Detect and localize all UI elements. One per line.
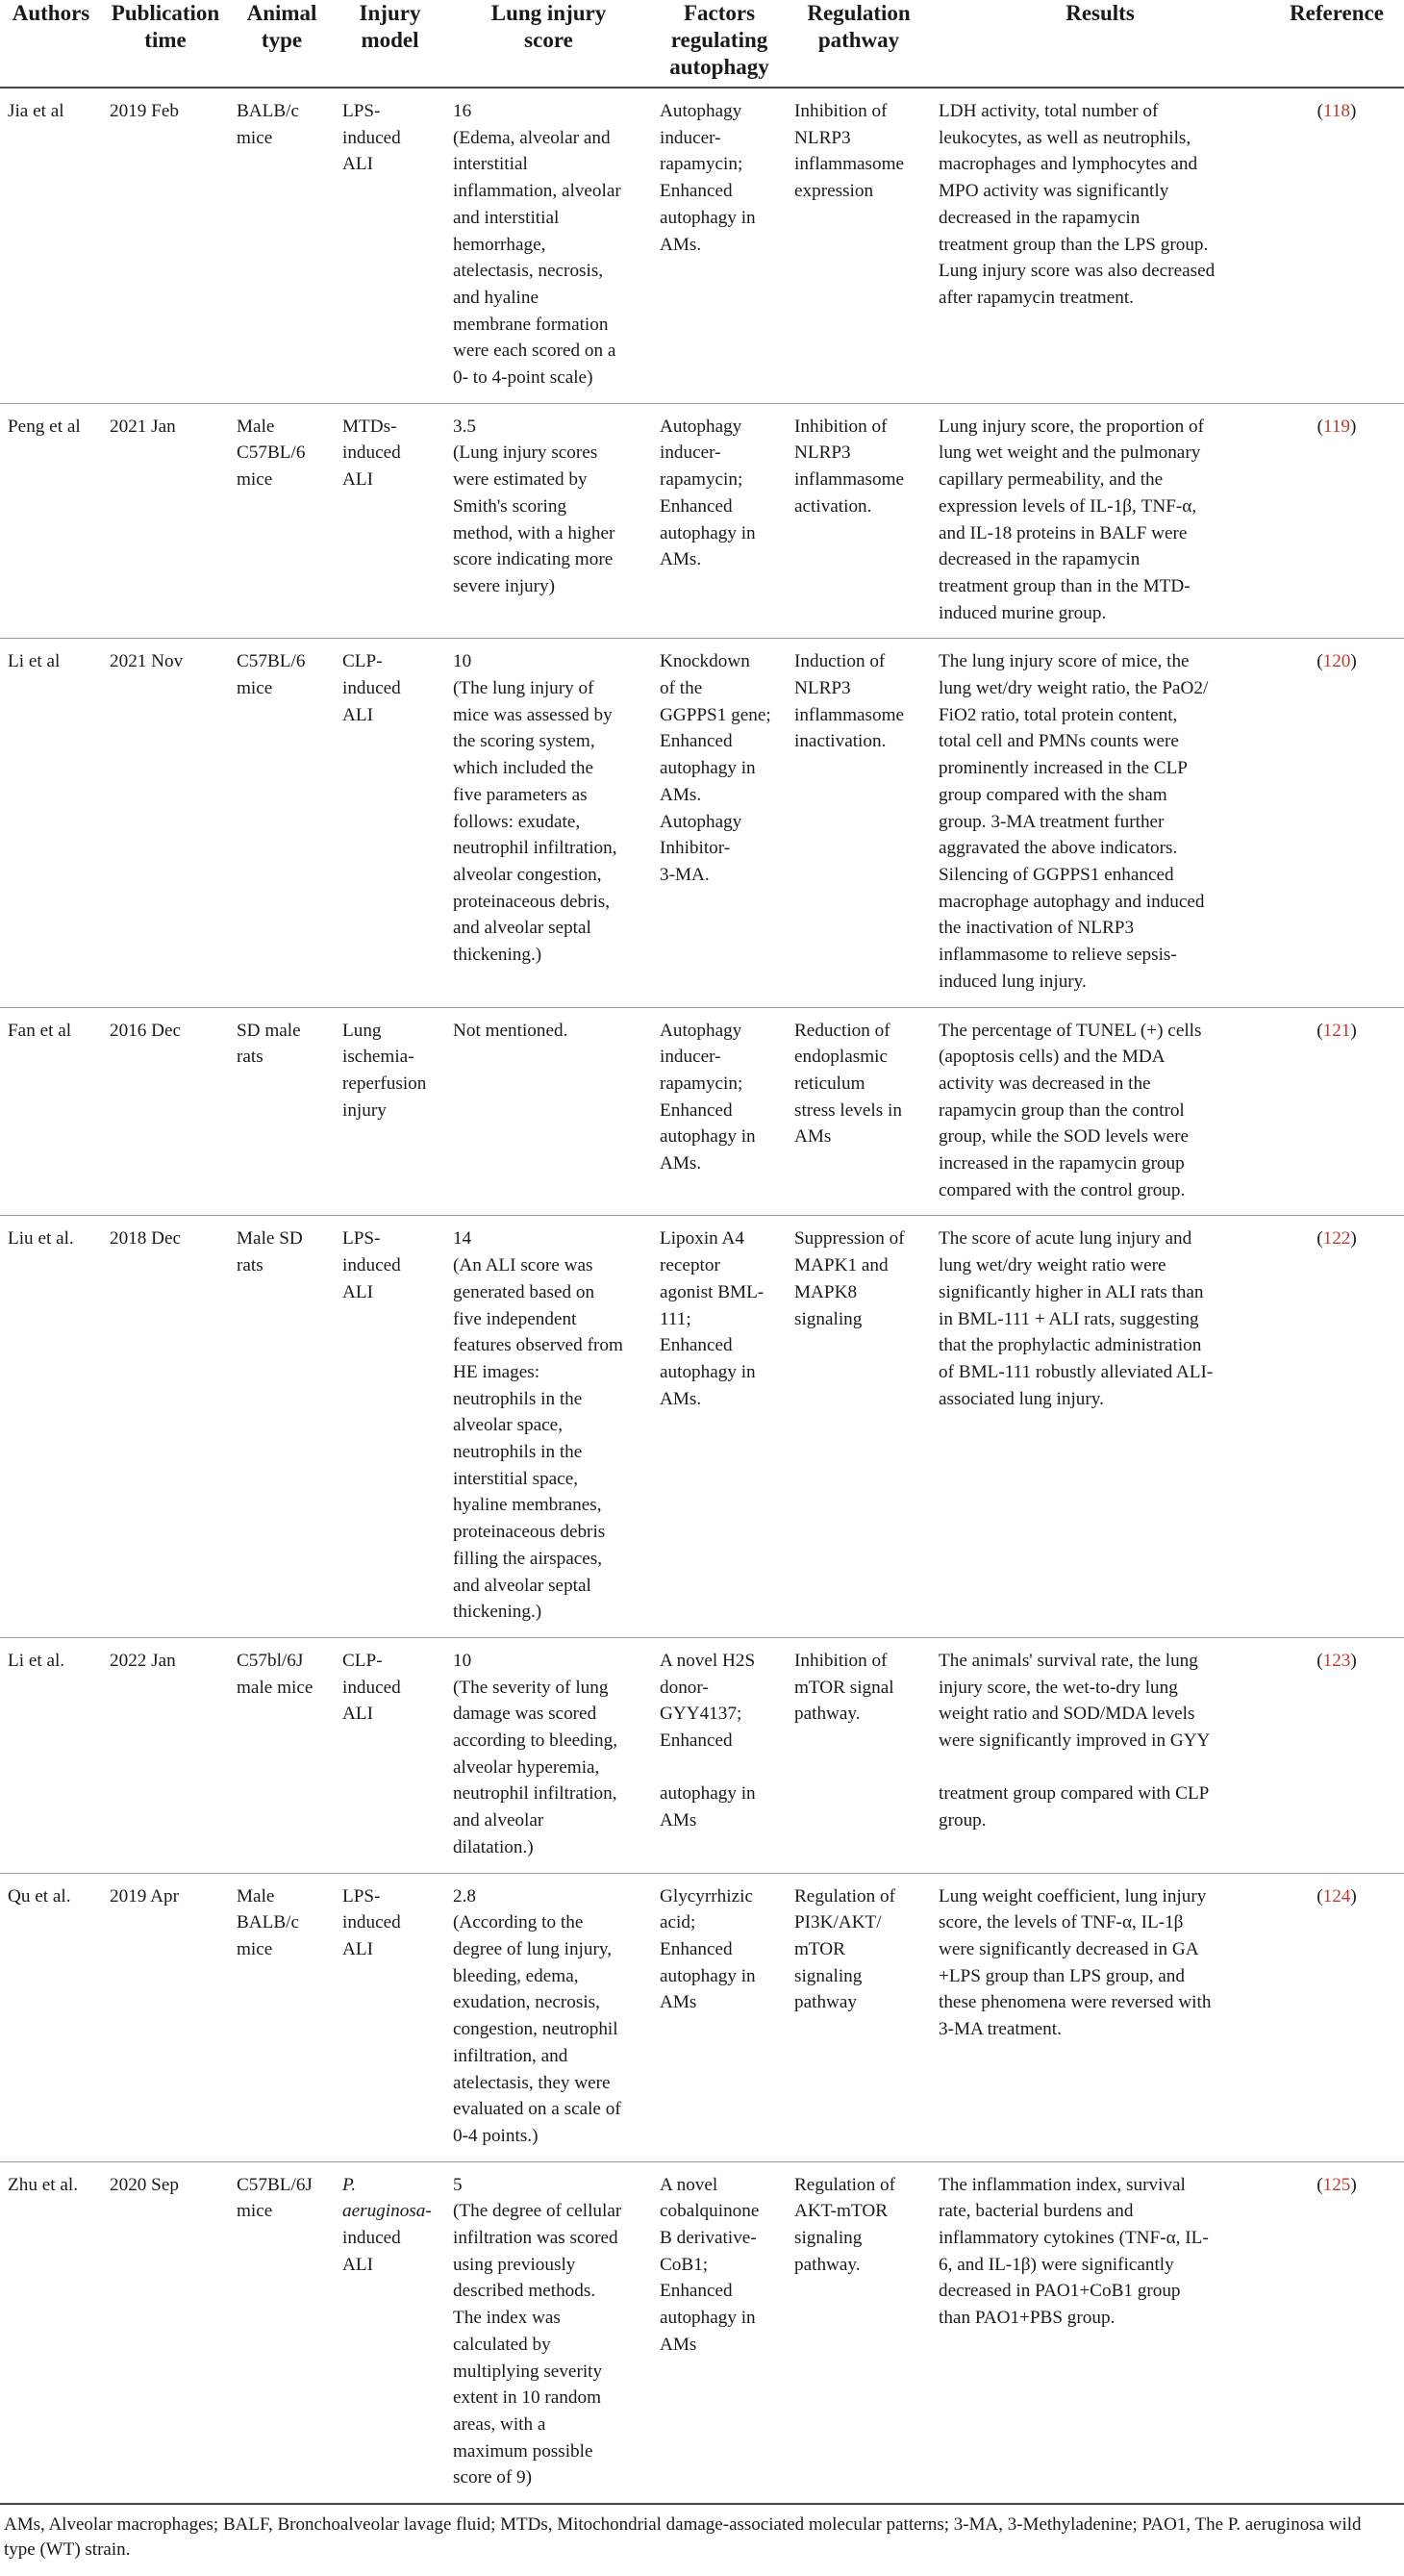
cell-authors: Qu et al. (0, 1873, 102, 2161)
cell-factors: Autophagy inducer- rapamycin; Enhanced autophagy in AMs. (652, 1007, 787, 1216)
header-injury-model: Injury model (335, 0, 445, 88)
cell-factors: A novel H2S donor- GYY4137; Enhanced autophagy in AMs (652, 1637, 787, 1873)
reference-link[interactable]: 119 (1322, 416, 1351, 437)
cell-results: Lung weight coefficient, lung injury score, the levels of TNF-α, IL-1β were significantly decreased in GA +LPS group than LPS group, and these phenomena were reversed with 3-MA treatment. (931, 1873, 1269, 2161)
cell-animal: BALB/c mice (229, 88, 335, 403)
cell-animal: SD male rats (229, 1007, 335, 1216)
header-results: Results (931, 0, 1269, 88)
table-row (0, 1216, 1404, 1638)
cell-animal: Male C57BL/6 mice (229, 403, 335, 639)
cell-reference: (118) (1269, 88, 1404, 403)
cell-model: CLP- induced ALI (335, 1637, 445, 1873)
cell-time: 2022 Jan (102, 1637, 229, 1873)
model-species-italic: P. aeruginosa (342, 2174, 426, 2222)
cell-pathway: Regulation of PI3K/AKT/ mTOR signaling pathway (787, 1873, 931, 2161)
table-footnote: AMs, Alveolar macrophages; BALF, Bronchoalveolar lavage fluid; MTDs, Mitochondrial damage-associated molecular patterns; 3-MA, 3-Methyladenine; PAO1, The P. aeruginosa wild type (WT) strain. (4, 2514, 1362, 2560)
cell-pathway: Inhibition of NLRP3 inflammasome expression (787, 88, 931, 403)
reference-link[interactable]: 121 (1322, 1020, 1351, 1041)
cell-factors: A novel cobalquinone B derivative- CoB1; Enhanced autophagy in AMs (652, 2161, 787, 2504)
cell-authors: Zhu et al. (0, 2161, 102, 2504)
cell-reference: (121) (1269, 1007, 1404, 1216)
cell-model: Lung ischemia- reperfusion injury (335, 1007, 445, 1216)
cell-reference: (123) (1269, 1637, 1404, 1873)
table-row (0, 1637, 1404, 1873)
cell-pathway: Induction of NLRP3 inflammasome inactivation. (787, 639, 931, 1007)
cell-time: 2020 Sep (102, 2161, 229, 2504)
header-reference: Reference (1269, 0, 1404, 88)
cell-score: 2.8 (According to the degree of lung injury, bleeding, edema, exudation, necrosis, congestion, neutrophil infiltration, and atelectasis, they were evaluated on a scale of 0-4 points.) (445, 1873, 652, 2161)
table-row (0, 1873, 1404, 2161)
cell-reference: (119) (1269, 403, 1404, 639)
cell-animal: C57BL/6J mice (229, 2161, 335, 2504)
cell-results: The lung injury score of mice, the lung wet/dry weight ratio, the PaO2/ FiO2 ratio, total protein content, total cell and PMNs counts were prominently increased in the CLP group compared with the sham group. 3-MA treatment further aggravated the above indicators. Silencing of GGPPS1 enhanced macrophage autophagy and induced the inactivation of NLRP3 inflammasome to relieve sepsis- induced lung injury. (931, 639, 1269, 1007)
header-publication-time: Publication time (102, 0, 229, 88)
table-row (0, 639, 1404, 1007)
cell-animal: Male BALB/c mice (229, 1873, 335, 2161)
cell-score: 14 (An ALI score was generated based on five independent features observed from HE images: neutrophils in the alveolar space, neutrophils in the interstitial space, hyaline membranes, proteinaceous debris filling the airspaces, and alveolar septal thickening.) (445, 1216, 652, 1638)
header-lung-injury-score: Lung injury score (445, 0, 652, 88)
model-suffix: - induced ALI (342, 2201, 432, 2275)
reference-link[interactable]: 122 (1322, 1228, 1351, 1250)
cell-score: Not mentioned. (445, 1007, 652, 1216)
cell-score: 5 (The degree of cellular infiltration was scored using previously described methods. The index was calculated by multiplying severity extent in 10 random areas, with a maximum possible score of 9) (445, 2161, 652, 2504)
cell-model: LPS- induced ALI (335, 88, 445, 403)
cell-pathway: Suppression of MAPK1 and MAPK8 signaling (787, 1216, 931, 1638)
cell-model: LPS- induced ALI (335, 1216, 445, 1638)
cell-time: 2021 Jan (102, 403, 229, 639)
cell-factors: Glycyrrhizic acid; Enhanced autophagy in AMs (652, 1873, 787, 2161)
cell-results: Lung injury score, the proportion of lung wet weight and the pulmonary capillary permeability, and the expression levels of IL-1β, TNF-α, and IL-18 proteins in BALF were decreased in the rapamycin treatment group than in the MTD- induced murine group. (931, 403, 1269, 639)
header-regulation-pathway: Regulation pathway (787, 0, 931, 88)
cell-score: 16 (Edema, alveolar and interstitial inflammation, alveolar and interstitial hemorrhage, atelectasis, necrosis, and hyaline membrane formation were each scored on a 0- to 4-point scale) (445, 88, 652, 403)
cell-time: 2019 Feb (102, 88, 229, 403)
cell-reference: (120) (1269, 639, 1404, 1007)
header-factors: Factors regulating autophagy (652, 0, 787, 88)
reference-link[interactable]: 120 (1322, 651, 1351, 672)
cell-pathway: Inhibition of NLRP3 inflammasome activation. (787, 403, 931, 639)
cell-score: 3.5 (Lung injury scores were estimated by Smith's scoring method, with a higher score indicating more severe injury) (445, 403, 652, 639)
cell-factors: Autophagy inducer- rapamycin; Enhanced autophagy in AMs. (652, 403, 787, 639)
cell-results: The inflammation index, survival rate, bacterial burdens and inflammatory cytokines (TNF-α, IL- 6, and IL-1β) were significantly decreased in PAO1+CoB1 group than PAO1+PBS group. (931, 2161, 1269, 2504)
cell-factors: Knockdown of the GGPPS1 gene; Enhanced autophagy in AMs. Autophagy Inhibitor- 3-MA. (652, 639, 787, 1007)
cell-reference: (122) (1269, 1216, 1404, 1638)
cell-time: 2021 Nov (102, 639, 229, 1007)
cell-results: The percentage of TUNEL (+) cells (apoptosis cells) and the MDA activity was decreased in the rapamycin group than the control group, while the SOD levels were increased in the rapamycin group compared with the control group. (931, 1007, 1269, 1216)
cell-model (335, 2161, 445, 2504)
cell-reference: (124) (1269, 1873, 1404, 2161)
cell-pathway: Inhibition of mTOR signal pathway. (787, 1637, 931, 1873)
cell-authors: Li et al (0, 639, 102, 1007)
cell-results: The animals' survival rate, the lung injury score, the wet-to-dry lung weight ratio and SOD/MDA levels were significantly improved in GYY treatment group compared with CLP group. (931, 1637, 1269, 1873)
cell-time: 2019 Apr (102, 1873, 229, 2161)
reference-link[interactable]: 118 (1322, 101, 1351, 121)
cell-authors: Jia et al (0, 88, 102, 403)
reference-link[interactable]: 123 (1322, 1650, 1351, 1671)
cell-animal: C57bl/6J male mice (229, 1637, 335, 1873)
table-row (0, 1007, 1404, 1216)
cell-animal: Male SD rats (229, 1216, 335, 1638)
cell-results: LDH activity, total number of leukocytes, as well as neutrophils, macrophages and lymphocytes and MPO activity was significantly decreased in the rapamycin treatment group than the LPS group. Lung injury score was also decreased after rapamycin treatment. (931, 88, 1269, 403)
cell-score: 10 (The severity of lung damage was scored according to bleeding, alveolar hyperemia, neutrophil infiltration, and alveolar dilatation.) (445, 1637, 652, 1873)
table-row (0, 2161, 1404, 2504)
cell-model: LPS- induced ALI (335, 1873, 445, 2161)
cell-factors: Autophagy inducer- rapamycin; Enhanced autophagy in AMs. (652, 88, 787, 403)
cell-model: MTDs- induced ALI (335, 403, 445, 639)
cell-time: 2016 Dec (102, 1007, 229, 1216)
cell-authors: Li et al. (0, 1637, 102, 1873)
cell-authors: Fan et al (0, 1007, 102, 1216)
cell-model: CLP- induced ALI (335, 639, 445, 1007)
cell-reference: (125) (1269, 2161, 1404, 2504)
reference-link[interactable]: 125 (1322, 2174, 1351, 2195)
cell-authors: Liu et al. (0, 1216, 102, 1638)
cell-results: The score of acute lung injury and lung wet/dry weight ratio were significantly higher in ALI rats than in BML-111 + ALI rats, suggesting that the prophylactic administration of BML-111 robustly alleviated ALI- associated lung injury. (931, 1216, 1269, 1638)
cell-pathway: Regulation of AKT-mTOR signaling pathway. (787, 2161, 931, 2504)
table-row (0, 403, 1404, 639)
header-animal-type: Animal type (229, 0, 335, 88)
cell-factors: Lipoxin A4 receptor agonist BML- 111; Enhanced autophagy in AMs. (652, 1216, 787, 1638)
header-authors: Authors (0, 0, 102, 88)
cell-time: 2018 Dec (102, 1216, 229, 1638)
header-row (0, 0, 1404, 88)
cell-pathway: Reduction of endoplasmic reticulum stress levels in AMs (787, 1007, 931, 1216)
cell-animal: C57BL/6 mice (229, 639, 335, 1007)
cell-authors: Peng et al (0, 403, 102, 639)
cell-score: 10 (The lung injury of mice was assessed by the scoring system, which included the five parameters as follows: exudate, neutrophil infiltration, alveolar congestion, proteinaceous debris, and alveolar septal thickening.) (445, 639, 652, 1007)
table-row (0, 88, 1404, 403)
reference-link[interactable]: 124 (1322, 1885, 1351, 1907)
